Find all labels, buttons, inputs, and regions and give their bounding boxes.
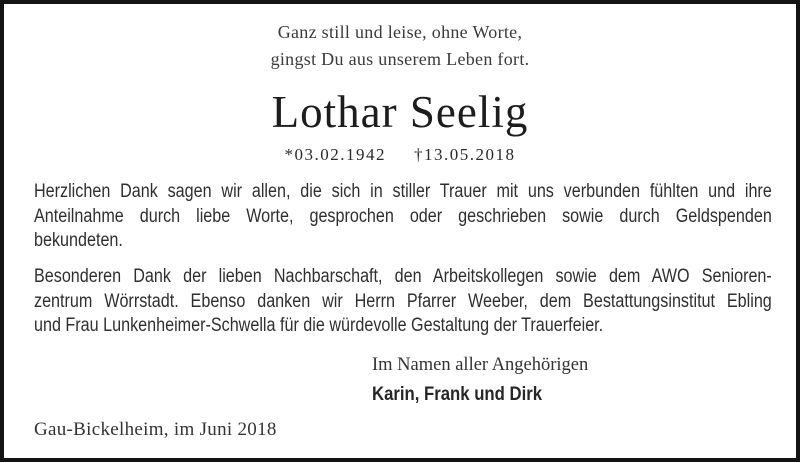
special-thanks-paragraph: [34, 265, 772, 339]
quote-line-1: Ganz still und leise, ohne Worte,: [277, 22, 523, 42]
thanks-paragraph: [34, 180, 772, 254]
thanks-line-2: Anteilnahme durch liebe Worte, gesprochen oder geschrieben sowie durch Geldspenden: [34, 205, 772, 227]
life-dates: [4, 145, 796, 165]
deceased-name: Lothar Seelig: [271, 87, 529, 137]
signature-names: Karin, Frank und Dirk: [372, 384, 543, 405]
special-thanks-line-2: zentrum Wörrstadt. Ebenso danken wir Herrn Pfarrer Weeber, dem Bestattungsinstitut Ebling: [34, 290, 772, 312]
thanks-line-1: Herzlichen Dank sagen wir allen, die sich in stiller Trauer mit uns verbunden fühlten und ihre: [34, 181, 772, 202]
memorial-quote: [4, 19, 796, 73]
signature-block: [372, 353, 588, 406]
special-thanks-line-1: Besonderen Dank der lieben Nachbarschaft, den Arbeitskollegen sowie dem AWO Senioren-: [34, 266, 772, 287]
place-date-line: Gau-Bickelheim, im Juni 2018: [34, 419, 277, 440]
thanks-line-3: bekundeten.: [34, 230, 123, 251]
special-thanks-line-3: und Frau Lunkenheimer-Schwella für die würdevolle Gestaltung der Trauerfeier.: [34, 315, 604, 336]
quote-line-2: gingst Du aus unserem Leben fort.: [270, 49, 530, 69]
birth-date: *03.02.1942: [284, 145, 386, 164]
signature-intro: Im Namen aller Angehörigen: [372, 355, 589, 375]
death-date: †13.05.2018: [414, 145, 516, 164]
